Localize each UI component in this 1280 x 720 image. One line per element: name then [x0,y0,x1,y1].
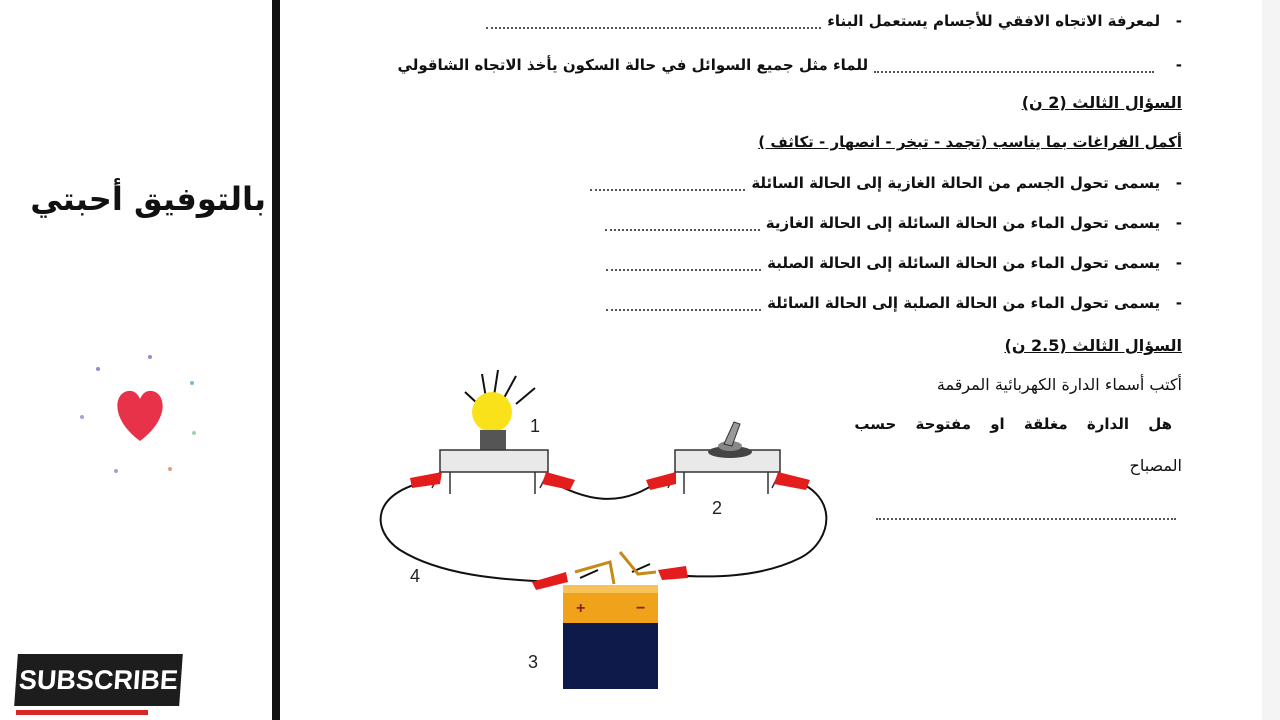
right-margin-strip [1262,0,1280,720]
q3-item-1: - يسمى تحول الجسم من الحالة الغازية إلى الحالة السائلة [584,174,1182,192]
left-panel [0,0,272,720]
battery-minus-sign: − [636,600,646,617]
q4-title: السؤال الثالث (2.5 ن) [1004,336,1182,355]
label-3: 3 [528,652,539,672]
q2-item-2: - للماء مثل جميع السوائل في حالة السكون يأخذ الاتجاه الشاقولي [397,56,1182,74]
q2-item-1: - لمعرفة الاتجاه الافقي للأجسام يستعمل البناء [480,12,1182,30]
q4-instruction: أكتب أسماء الدارة الكهربائية المرقمة [936,375,1182,394]
wire-right [670,478,826,576]
clip-lamp-left [410,472,442,488]
q3-title: السؤال الثالث (2 ن) [1021,93,1182,112]
label-4: 4 [410,566,421,586]
worksheet-page [280,0,1262,720]
battery-plus-sign: + [576,600,586,617]
clip-battery-left [532,572,568,590]
q4-answer-line [870,503,1182,521]
lamp-holder [440,450,548,472]
subscribe-underline [16,710,148,715]
subscribe-button[interactable]: SUBSCRIBE [14,654,183,706]
clip-battery-right [658,566,688,580]
q3-item-4: - يسمى تحول الماء من الحالة الصلبة إلى الحالة السائلة [600,294,1182,312]
q3-item-2: - يسمى تحول الماء من الحالة السائلة إلى الحالة الغازية [599,214,1182,232]
greeting-text: بالتوفيق أحبتي [30,180,266,218]
clip-switch-left [646,472,676,490]
clip-lamp-right [542,472,575,490]
panel-divider [272,0,280,720]
heart-decoration [70,345,210,485]
battery-body [563,623,658,689]
q3-item-3: - يسمى تحول الماء من الحالة السائلة إلى الحالة الصلبة [600,254,1182,272]
lamp-bulb-icon [472,392,512,432]
q3-instruction: أكمل الفراغات بما يناسب (تجمد - تبخر - انصهار - تكاثف ) [758,133,1182,151]
heart-icon [117,391,162,441]
circuit-diagram [370,360,850,700]
q4-question-line2: المصباح [1129,456,1182,475]
wire-left [381,480,555,582]
label-1: 1 [530,416,541,436]
q4-question-line1: هل الدارة مغلقة او مفتوحة حسب [854,415,1172,433]
label-2: 2 [712,498,723,518]
clip-switch-right [774,472,810,490]
